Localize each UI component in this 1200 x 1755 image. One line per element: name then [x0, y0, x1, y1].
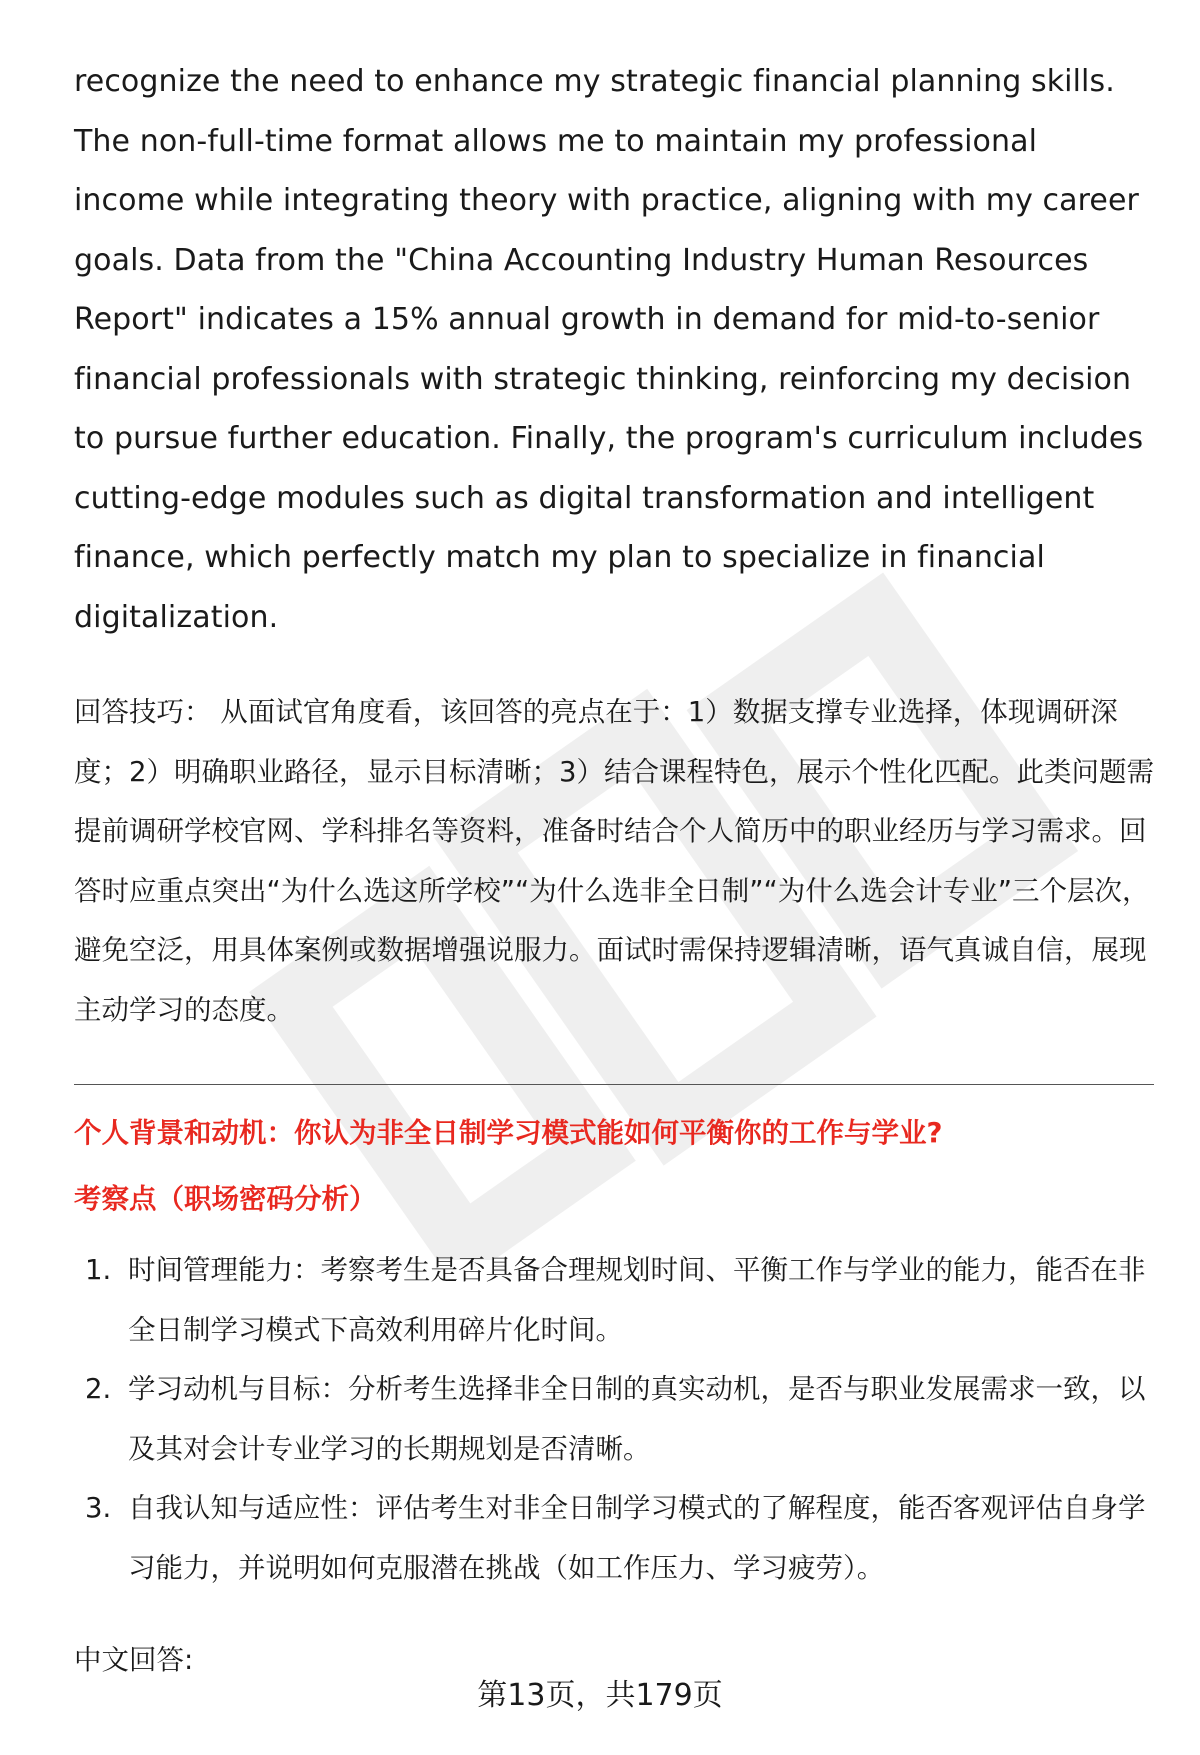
english-answer-paragraph: recognize the need to enhance my strategic financial planning skills. The non-full-time format allows me to maintain my professional income while integrating theory with practice, aligning with my career goals. Data from the "China Accounting Industry Human Resources Report" indicates a 15% annual growth in demand for mid-to-senior financial professionals with strategic thinking, reinforcing my decision to pursue further education. Finally, the program's curriculum includes cutting-edge modules such as digital transformation and intelligent finance, which perfectly match my plan to specialize in financial digitalization. [74, 64, 1144, 635]
chinese-answer-label: 中文回答: [74, 1644, 194, 1676]
list-item-number: 3. [85, 1492, 112, 1524]
list-item-text: 时间管理能力：考察考生是否具备合理规划时间、平衡工作与学业的能力，能否在非全日制学习模式下高效利用碎片化时间。 [128, 1254, 1146, 1346]
section-divider [74, 1084, 1154, 1085]
list-item-text: 自我认知与适应性：评估考生对非全日制学习模式的了解程度，能否客观评估自身学习能力，并说明如何克服潜在挑战（如工作压力、学习疲劳）。 [128, 1492, 1146, 1584]
assessment-points-title: 考察点（职场密码分析） [74, 1183, 377, 1215]
list-item-number: 2. [85, 1373, 112, 1405]
answer-tips-paragraph: 回答技巧： 从面试官角度看，该回答的亮点在于：1）数据支撑专业选择，体现调研深度；2）明确职业路径，显示目标清晰；3）结合课程特色，展示个性化匹配。此类问题需提前调研学校官网、学科排名等资料，准备时结合个人简历中的职业经历与学习需求。回答时应重点突出“为什么选这所学校”“为什么选非全日制”“为什么选会计专业”三个层次，避免空泛，用具体案例或数据增强说服力。面试时需保持逻辑清晰，语气真诚自信，展现主动学习的态度。 [74, 696, 1154, 1026]
list-item-number: 1. [85, 1254, 112, 1286]
list-item-text: 学习动机与目标：分析考生选择非全日制的真实动机，是否与职业发展需求一致，以及其对会计专业学习的长期规划是否清晰。 [128, 1373, 1146, 1465]
list-item [74, 1360, 1154, 1479]
question-title: 个人背景和动机：你认为非全日制学习模式能如何平衡你的工作与学业? [74, 1117, 943, 1149]
assessment-points-list [74, 1241, 1154, 1598]
list-item [74, 1241, 1154, 1360]
page-number-footer: 第13页，共179页 [477, 1678, 723, 1713]
list-item [74, 1479, 1154, 1598]
document-page [74, 52, 1154, 1680]
